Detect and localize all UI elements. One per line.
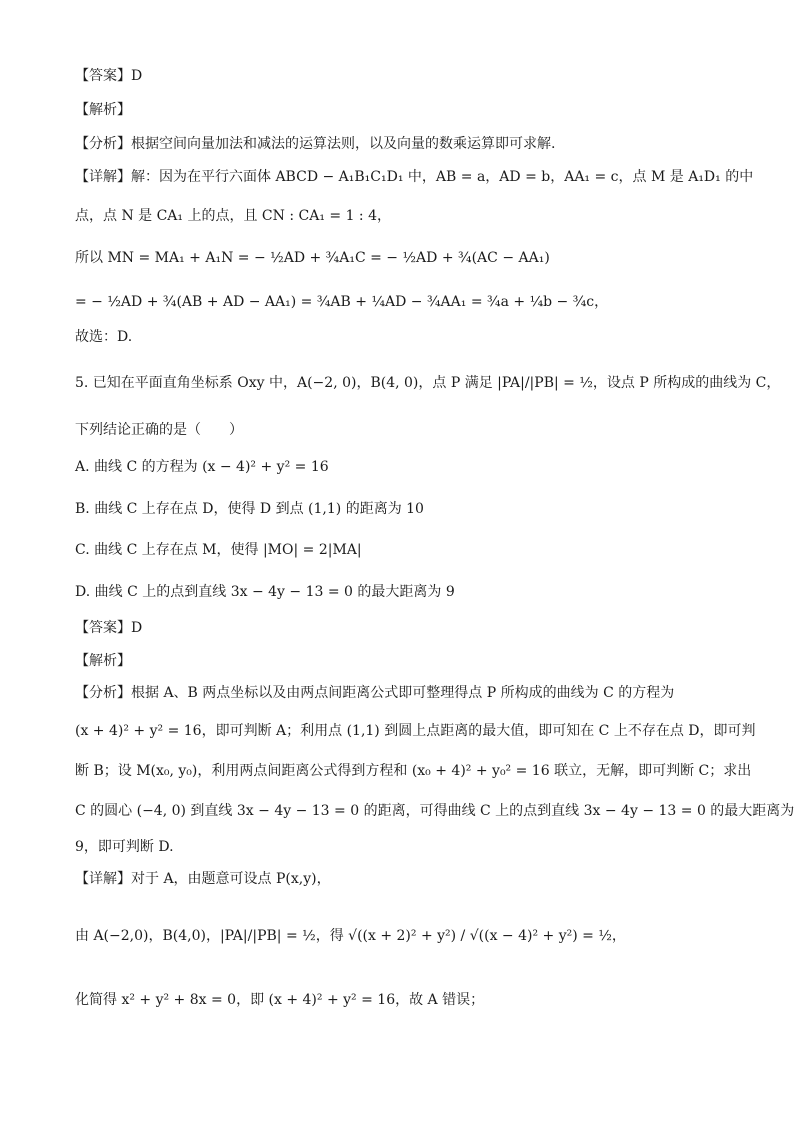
q4-analysis: 【分析】根据空间向量加法和减法的运算法则，以及向量的数乘运算即可求解. [75, 136, 556, 152]
q5-stem-1: 5. 已知在平面直角坐标系 Oxy 中，A(−2, 0)，B(4, 0)，点 P 满足 |PA|/|PB| = ½，设点 P 所构成的曲线为 C， [75, 375, 781, 391]
q5-option-b: B. 曲线 C 上存在点 D，使得 D 到点 (1,1) 的距离为 10 [75, 501, 424, 517]
q4-detail-3: 所以 MN = MA₁ + A₁N = − ½AD + ¾A₁C = − ½AD + ¾(AC − AA₁) [75, 250, 550, 266]
q5-answer: 【答案】D [75, 620, 143, 636]
q5-analysis-3: 断 B；设 M(x₀, y₀)，利用两点间距离公式得到方程和 (x₀ + 4)² + y₀² = 16 联立，无解，即可判断 C；求出 [75, 763, 752, 779]
q5-analysis-2: (x + 4)² + y² = 16，即可判断 A；利用点 (1,1) 到圆上点距离的最大值，即可知在 C 上不存在点 D，即可判 [75, 723, 756, 739]
q5-option-c: C. 曲线 C 上存在点 M，使得 |MO| = 2|MA| [75, 542, 362, 558]
q5-option-d: D. 曲线 C 上的点到直线 3x − 4y − 13 = 0 的最大距离为 9 [75, 584, 455, 600]
q5-option-a: A. 曲线 C 的方程为 (x − 4)² + y² = 16 [75, 459, 329, 475]
q4-detail-4: = − ½AD + ¾(AB + AD − AA₁) = ¾AB + ¼AD − ¾AA₁ = ¾a + ¼b − ¾c， [75, 294, 609, 310]
q5-detail-3: 化简得 x² + y² + 8x = 0，即 (x + 4)² + y² = 16，故 A 错误； [75, 992, 485, 1008]
q5-detail-1: 【详解】对于 A，由题意可设点 P(x,y)， [75, 871, 331, 887]
q5-analysis-1: 【分析】根据 A、B 两点坐标以及由两点间距离公式即可整理得点 P 所构成的曲线为 C 的方程为 [75, 685, 675, 701]
q4-detail-2: 点，点 N 是 CA₁ 上的点，且 CN : CA₁ = 1 : 4， [75, 208, 392, 224]
q4-answer: 【答案】D [75, 68, 143, 84]
q5-detail-2: 由 A(−2,0)，B(4,0)，|PA|/|PB| = ½，得 √((x + 2)² + y²) / √((x − 4)² + y²) = ½， [75, 928, 626, 944]
q4-choose: 故选：D. [75, 329, 133, 345]
q5-analysis-4: C 的圆心 (−4, 0) 到直线 3x − 4y − 13 = 0 的距离，可得曲线 C 上的点到直线 3x − 4y − 13 = 0 的最大距离为 [75, 803, 794, 819]
q4-detail-1: 【详解】解：因为在平行六面体 ABCD − A₁B₁C₁D₁ 中，AB = a，AD = b，AA₁ = c，点 M 是 A₁D₁ 的中 [75, 169, 754, 185]
q5-analysis-header: 【解析】 [75, 653, 131, 669]
q4-analysis-header: 【解析】 [75, 102, 131, 118]
q5-analysis-5: 9，即可判断 D. [75, 839, 174, 855]
q5-stem-2: 下列结论正确的是（ ） [75, 422, 243, 438]
